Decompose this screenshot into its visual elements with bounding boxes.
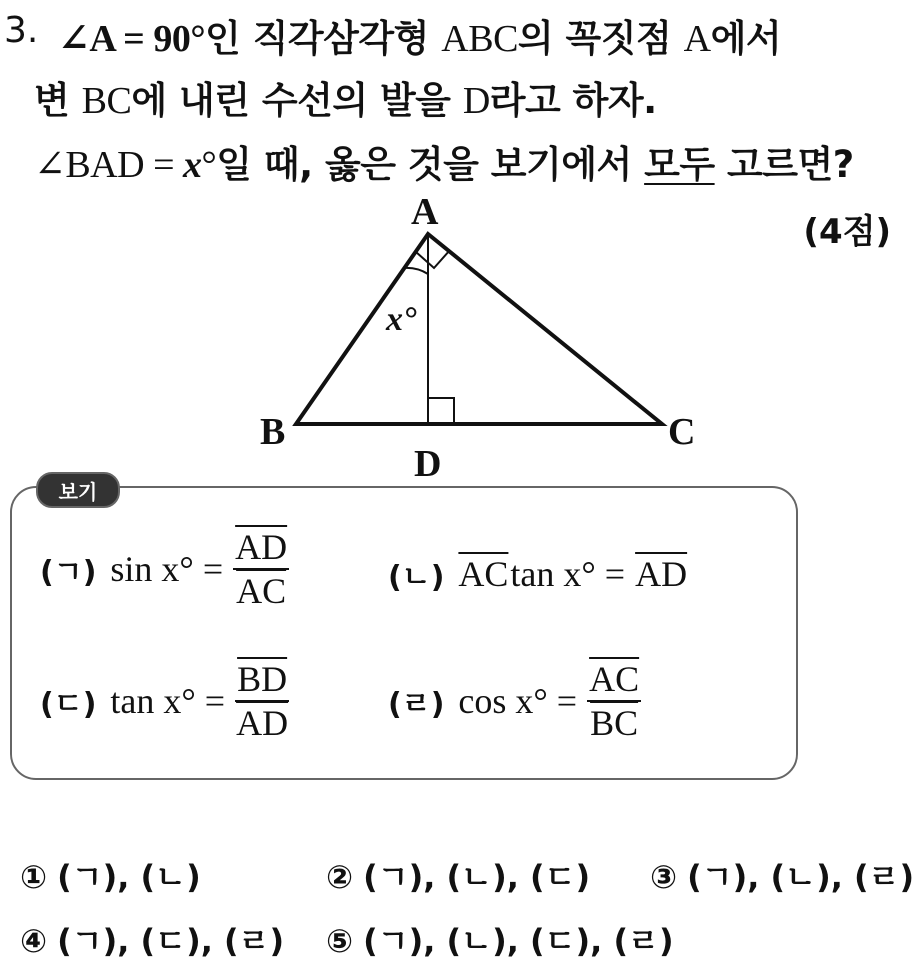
numerator: $\overline{BD}$ bbox=[235, 658, 289, 702]
q-text: 라고 하자. bbox=[489, 79, 657, 122]
fraction bbox=[233, 526, 289, 612]
item-mark: (ㄷ) bbox=[40, 687, 97, 722]
right-angle-mark-d bbox=[428, 398, 454, 424]
fraction bbox=[587, 658, 641, 744]
angle-bad: ∠BAD = bbox=[34, 144, 184, 186]
q-text: 인 직각삼각형 bbox=[205, 17, 429, 60]
angle-arc-x bbox=[404, 268, 428, 274]
underlined-all: 모두 bbox=[644, 143, 715, 186]
angle-label-x: x° bbox=[386, 301, 417, 338]
fraction bbox=[235, 658, 289, 744]
choice-text: (ㄱ), (ㄷ), (ㄹ) bbox=[57, 922, 285, 960]
bogi-item-2 bbox=[388, 552, 687, 596]
point-d: D bbox=[462, 80, 490, 122]
q-text: 의 꼭짓점 bbox=[517, 17, 672, 60]
choice-text: (ㄱ), (ㄴ), (ㄹ) bbox=[687, 858, 915, 896]
choice-number: ① bbox=[20, 858, 48, 896]
vertex-label-c: C bbox=[668, 411, 696, 453]
choice-2[interactable] bbox=[326, 852, 590, 898]
choice-5[interactable] bbox=[326, 916, 674, 962]
item-lhs: tan x° = bbox=[510, 554, 626, 594]
denominator: AD bbox=[236, 703, 289, 743]
choice-text: (ㄱ), (ㄴ), (ㄷ), (ㄹ) bbox=[363, 922, 674, 960]
vertex-label-d: D bbox=[414, 443, 442, 485]
bogi-item-4 bbox=[388, 658, 641, 744]
item-lhs: cos x° = bbox=[458, 681, 578, 721]
item-lhs: sin x° = bbox=[110, 549, 224, 589]
choice-text: (ㄱ), (ㄴ), (ㄷ) bbox=[363, 858, 591, 896]
item-mark: (ㄱ) bbox=[40, 555, 97, 590]
choice-number: ② bbox=[326, 858, 354, 896]
numerator: $\overline{AD}$ bbox=[233, 526, 289, 570]
q-text: 고르면? bbox=[727, 143, 854, 186]
points-label: (4점) bbox=[803, 212, 891, 252]
q-text: 변 bbox=[34, 79, 70, 122]
numerator: $\overline{AC}$ bbox=[587, 658, 641, 702]
bogi-item-3 bbox=[40, 658, 289, 744]
item-mark: (ㄹ) bbox=[388, 687, 445, 722]
triangle-name: ABC bbox=[441, 18, 518, 60]
choice-text: (ㄱ), (ㄴ) bbox=[57, 858, 201, 896]
vertex-label-a: A bbox=[411, 191, 439, 233]
choice-1[interactable] bbox=[20, 852, 201, 898]
denominator: BC bbox=[590, 703, 639, 743]
q-text: 에 내린 수선의 발을 bbox=[131, 79, 451, 122]
angle-condition: ∠A = 90° bbox=[58, 18, 206, 60]
choice-number: ④ bbox=[20, 922, 48, 960]
choice-4[interactable] bbox=[20, 916, 284, 962]
degree-sign: ° bbox=[201, 144, 217, 186]
triangle-abc bbox=[296, 234, 662, 424]
side-bc: BC bbox=[81, 80, 132, 122]
denominator: AC bbox=[236, 571, 287, 611]
overline-ac: $\overline{AC}$ bbox=[458, 554, 509, 594]
item-lhs: tan x° = bbox=[110, 681, 226, 721]
triangle-figure bbox=[0, 0, 919, 486]
choice-3[interactable] bbox=[650, 852, 914, 898]
choice-number: ⑤ bbox=[326, 922, 354, 960]
q-text: 일 때, 옳은 것을 보기에서 bbox=[216, 143, 632, 186]
vertex-label-b: B bbox=[260, 411, 286, 453]
right-angle-mark-a bbox=[416, 250, 450, 268]
vertex-a: A bbox=[683, 18, 711, 60]
bogi-tag: 보기 bbox=[36, 472, 120, 508]
q-text: 에서 bbox=[710, 17, 782, 60]
variable-x: x bbox=[183, 144, 202, 186]
overline-ad: $\overline{AD}$ bbox=[635, 554, 688, 594]
choice-number: ③ bbox=[650, 858, 678, 896]
question-number: 3. bbox=[4, 10, 39, 51]
bogi-item-1 bbox=[40, 526, 289, 612]
item-mark: (ㄴ) bbox=[388, 560, 445, 595]
